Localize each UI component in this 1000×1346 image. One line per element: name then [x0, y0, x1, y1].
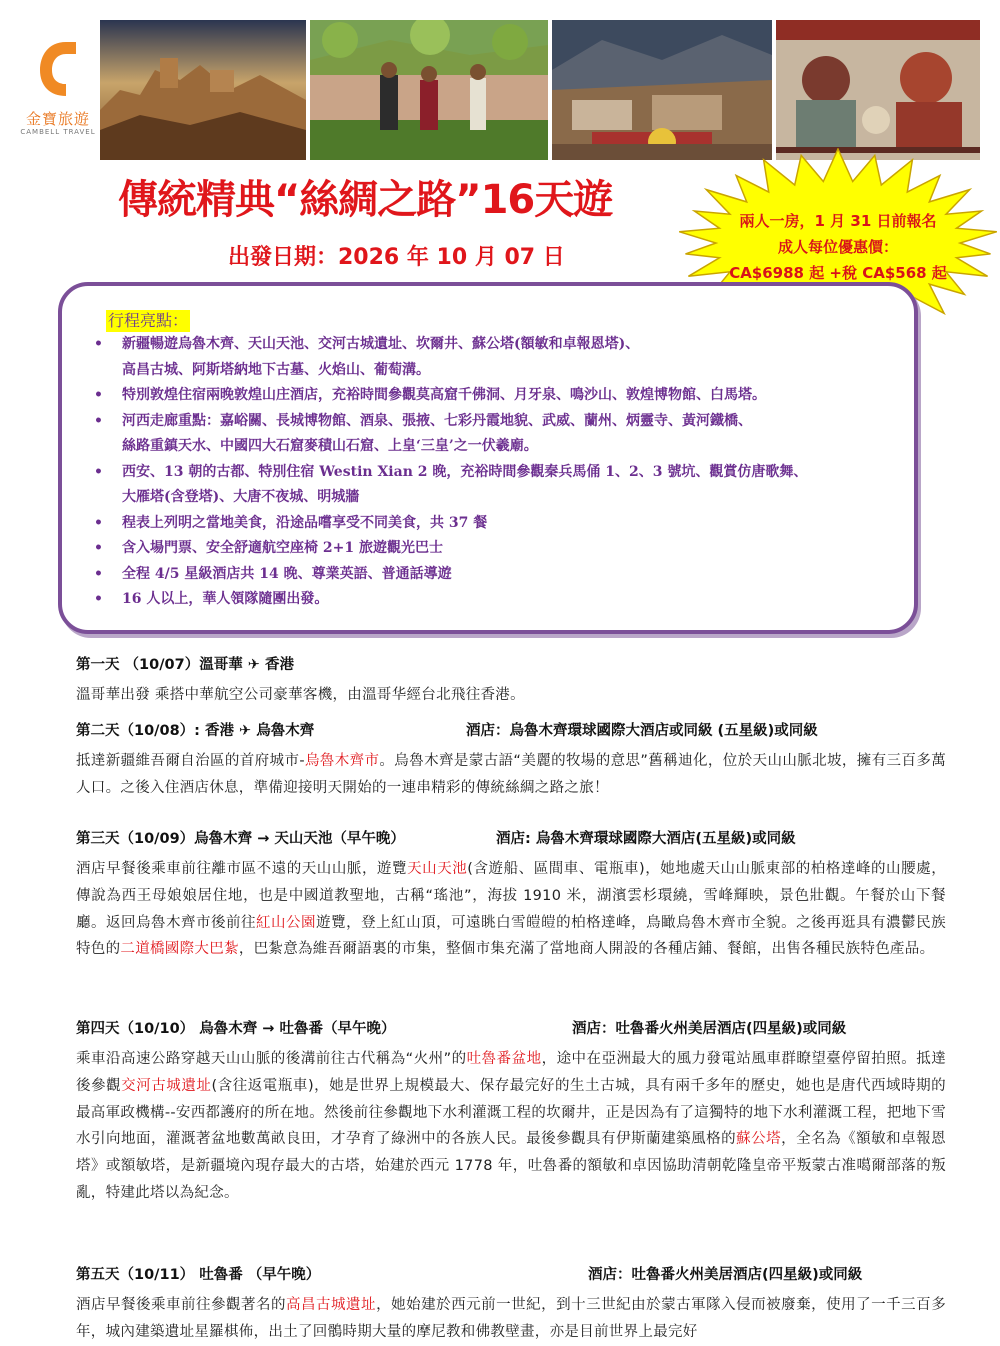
- highlighted-place: 二道橋國際大巴紮: [120, 941, 239, 958]
- day-title: 第三天（10/09）烏魯木齊 → 天山天池（早午晚）: [76, 831, 405, 847]
- day-description: [76, 1046, 946, 1207]
- highlight-line: 特別敦煌住宿兩晚敦煌山庄酒店，充裕時間參觀莫高窟千佛洞、月牙泉、鳴沙山、敦煌博物館、白馬塔。: [122, 387, 766, 403]
- bullet-icon: •: [94, 463, 103, 480]
- day-title: 第五天（10/11） 吐魯番 （早午晚）: [76, 1267, 321, 1283]
- photo-grape-harvest: [310, 20, 548, 160]
- description-text: 酒店早餐後乘車前往參觀著名的: [76, 1297, 287, 1313]
- description-text: ，她始建於西元前一世紀，到十三世紀由於蒙古軍隊入侵而被廢棄，使用了一千三百多年，城內建築遺址星羅棋佈，出土了回鶻時期大量的摩尼教和佛教壁畫，亦是目前世界上最完好: [76, 1297, 946, 1340]
- highlight-line: 河西走廊重點：嘉峪關、長城博物館、酒泉、張掖、七彩丹霞地貌、武威、蘭州、炳靈寺、黃河鐵橋、: [122, 412, 752, 429]
- day-section: [76, 1262, 946, 1346]
- highlight-item: [92, 383, 892, 409]
- photo-monastery: [552, 20, 772, 160]
- highlighted-place: 烏魯木齊市: [304, 753, 380, 769]
- highlight-item: [92, 511, 892, 537]
- highlight-line: 絲路重鎮天水、中國四大石窟麥積山石窟、上皇‘三皇’之一伏羲廟。: [122, 438, 538, 454]
- day-title: 第一天 （10/07）溫哥華 ✈ 香港: [76, 657, 294, 673]
- description-text: ，全名為《額敏和卓報恩塔》或額敏塔，是新疆境內現存最大的古塔，始建於西元 1778 年，吐魯番的額敏和卓因協助清朝乾隆皇帝平叛蒙古准噶爾部落的叛亂，特建此塔以為紀念。: [76, 1131, 946, 1201]
- day-title: 第四天（10/10） 烏魯木齊 → 吐魯番（早午晚）: [76, 1021, 396, 1037]
- highlighted-place: 紅山公園: [256, 914, 317, 931]
- highlighted-place: 高昌古城遺址: [286, 1297, 377, 1313]
- highlight-line: 16 人以上，華人領隊隨團出發。: [122, 591, 329, 607]
- logo-icon: [36, 38, 80, 100]
- departure-date: 出發日期：2026 年 10 月 07 日: [228, 245, 565, 270]
- day-heading: [76, 652, 946, 678]
- day-section: [76, 1016, 946, 1207]
- description-text: 酒店早餐後乘車前往離市區不遠的天山山脈，遊覽: [76, 861, 408, 877]
- highlight-item: [92, 460, 892, 511]
- description-text: 抵達新疆維吾爾自治區的首府城市-: [76, 753, 305, 769]
- bullet-icon: •: [94, 387, 103, 403]
- company-logo: [18, 30, 98, 140]
- description-text: (含往返電瓶車)，她是世界上規模最大、保存最完好的生土古城，具有兩千多年的歷史，她也是唐代西域時期的最高軍政機構--安西都護府的所在地。然後前往參觀地下水利灌溉工程的坎爾井，正是因為有了這獨特的地下水利灌溉工程，把地下雪水引向地面，灌溉著盆地數萬畝良田，才孕育了綠洲中的各族人民。最後參觀具有伊斯蘭建築風格的: [76, 1077, 946, 1148]
- highlight-item: [92, 332, 892, 383]
- description-text: ，巴紮意為維吾爾語裏的市集，整個市集充滿了當地商人開設的各種店鋪、餐館，出售各種民族特色產品。: [238, 941, 935, 958]
- day-hotel: 酒店: 烏魯木齊環球國際大酒店(五星級)或同級: [496, 831, 796, 847]
- highlights-heading: 行程亮點：: [108, 311, 189, 330]
- promo-line-1: 兩人一房，1 月 31 日前報名: [739, 212, 937, 230]
- page-title: 傳統精典“絲綢之路”16天遊: [118, 177, 613, 223]
- day-section: [76, 652, 946, 709]
- highlight-line: 大雁塔(含登塔)、大唐不夜城、明城牆: [122, 489, 360, 505]
- highlight-item: [92, 536, 892, 562]
- day-description: [76, 1292, 946, 1346]
- highlight-line: 西安、13 朝的古都、特別住宿 Westin Xian 2 晚，充裕時間參觀秦兵馬俑 1、2、3 號坑、觀賞仿唐歌舞、: [122, 463, 808, 480]
- description-text: 乘車沿高速公路穿越天山山脈的後溝前往古代稱為“火州”的: [76, 1051, 467, 1067]
- bullet-icon: •: [94, 565, 103, 582]
- logo-name: 金寶旅遊: [25, 110, 90, 128]
- highlight-line: 新疆暢遊烏魯木齊、天山天池、交河古城遺址、坎爾井、蘇公塔(額敏和卓報恩塔)、: [122, 336, 640, 352]
- day-hotel: 酒店：吐魯番火州美居酒店(四星級)或同級: [572, 1021, 847, 1037]
- highlighted-place: 蘇公塔: [736, 1131, 782, 1148]
- day-title: 第二天（10/08）: 香港 ✈ 烏魯木齊: [76, 723, 315, 739]
- highlight-line: 程表上列明之當地美食，沿途品嚐享受不同美食，共 37 餐: [122, 514, 488, 531]
- bullet-icon: •: [94, 336, 103, 352]
- highlight-item: [92, 587, 892, 613]
- highlight-item: [92, 562, 892, 588]
- bullet-icon: •: [94, 514, 103, 531]
- description-text: ，途中在亞洲最大的風力發電站風車群瞭望臺停留拍照。抵達後參觀: [76, 1051, 947, 1094]
- highlights-box: [58, 282, 918, 634]
- highlighted-place: 天山天池: [407, 861, 468, 877]
- highlighted-place: 吐魯番盆地: [466, 1051, 542, 1067]
- logo-english-name: CAMBELL TRAVEL: [20, 128, 96, 136]
- bullet-icon: •: [94, 540, 103, 556]
- highlight-line: 高昌古城、阿斯塔納地下古墓、火焰山、葡萄溝。: [122, 361, 430, 378]
- bullet-icon: •: [94, 412, 103, 429]
- highlight-item: [92, 409, 892, 460]
- promo-line-3: CA$6988 起 +稅 CA$568 起: [729, 264, 947, 282]
- highlighted-place: 交河古城遺址: [121, 1077, 212, 1094]
- highlight-line: 含入場門票、安全舒適航空座椅 2+1 旅遊觀光巴士: [122, 540, 443, 556]
- photo-ancient-city-ruins: [100, 20, 306, 160]
- day-hotel: 酒店：烏魯木齊環球國際大酒店或同級 (五星級)或同級: [466, 723, 818, 739]
- day-section: [76, 826, 946, 963]
- photo-cave-mural: [776, 20, 980, 160]
- day-heading: [76, 826, 946, 852]
- day-heading: [76, 1262, 946, 1288]
- bullet-icon: •: [94, 591, 103, 607]
- day-description: [76, 682, 946, 709]
- highlights-list: [92, 332, 892, 613]
- description-text: (含遊船、區間車、電瓶車)，她地處天山山脈東部的柏格達峰的山腰處，傳說為西王母娘娘居住地，也是中國道教聖地，古稱“瑤池”，海拔 1910 米，湖濱雲杉環繞，雪峰輝映，景色壯觀。午餐於山下餐廳。返回烏魯木齊市後前往: [76, 861, 946, 931]
- promo-line-2: 成人每位優惠價：: [777, 238, 898, 256]
- highlight-line: 全程 4/5 星級酒店共 14 晚、尊業英語、普通話導遊: [122, 565, 452, 582]
- day-section: [76, 718, 946, 802]
- day-description: [76, 856, 946, 963]
- day-heading: [76, 718, 946, 744]
- day-heading: [76, 1016, 946, 1042]
- description-text: 。烏魯木齊是蒙古語“美麗的牧場的意思”舊稱迪化，位於天山山脈北坡，擁有三百多萬人口。之後入住酒店休息，準備迎接明天開始的一連串精彩的傳統絲綢之路之旅！: [76, 753, 947, 796]
- description-text: 溫哥華出發 乘搭中華航空公司豪華客機，由溫哥华經台北飛往香港。: [76, 687, 525, 703]
- description-text: 遊覽，登上紅山頂，可遠眺白雪皚皚的柏格達峰，鳥瞰烏魯木齊市全貌。之後再逛具有濃鬱民族特色的: [76, 914, 946, 958]
- day-description: [76, 748, 946, 802]
- day-hotel: 酒店：吐魯番火州美居酒店(四星級)或同級: [588, 1267, 863, 1283]
